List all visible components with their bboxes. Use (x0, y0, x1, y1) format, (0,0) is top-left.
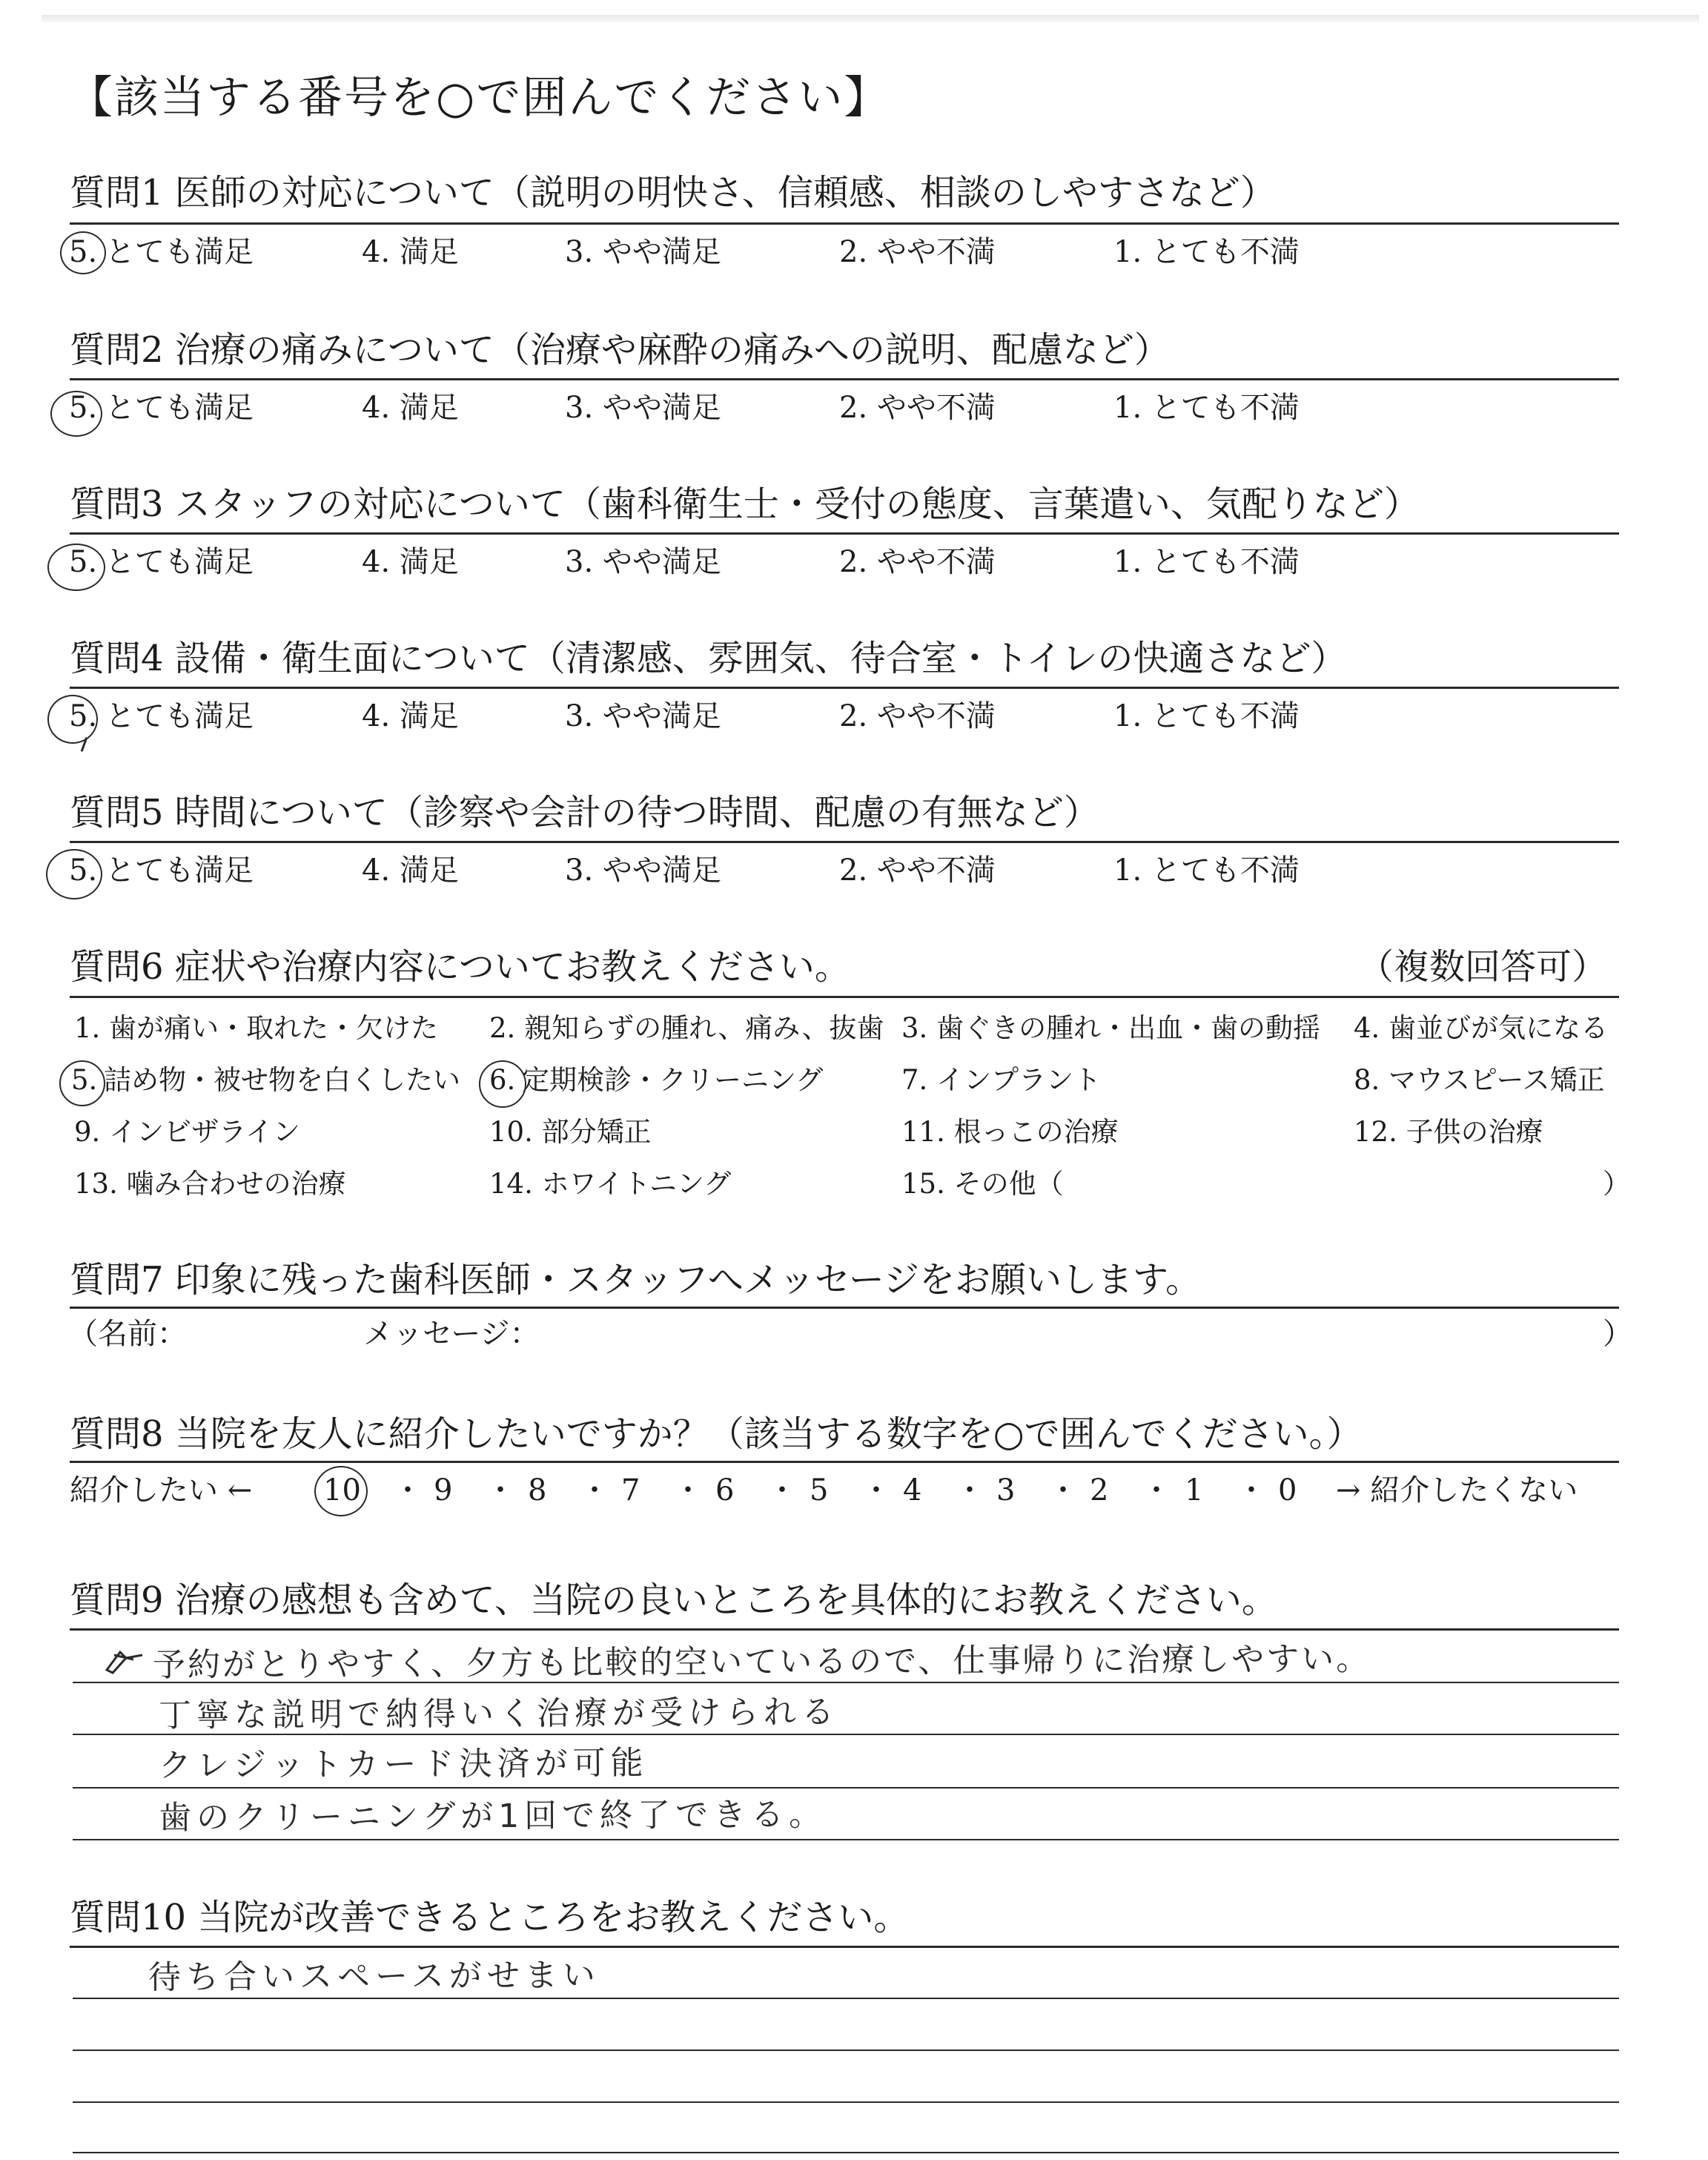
praise-answer: 丁寧な説明で納得いく治療が受けられる (158, 1693, 840, 1735)
scale-1[interactable]: 1 (1185, 1473, 1204, 1507)
scale-dot: ・ (767, 1473, 797, 1507)
question-2-rule (70, 378, 1619, 380)
question-7-rule (70, 1307, 1619, 1309)
question-5-title: 質問5 時間について（診察や会計の待つ時間、配慮の有無など） (70, 792, 1099, 833)
choice-3[interactable]: 3. やや満足 (565, 699, 721, 733)
question-10-rule (70, 1946, 1619, 1948)
choice-3[interactable]: 3. やや満足 (565, 545, 721, 579)
choice-1[interactable]: 1. とても不満 (1113, 853, 1300, 888)
symptom-option[interactable]: 10. 部分矯正 (489, 1116, 652, 1148)
question-10-title: 質問10 当院が改善できるところをお教えください。 (70, 1897, 910, 1938)
answer-line (73, 2152, 1619, 2153)
scale-9[interactable]: 9 (434, 1473, 453, 1507)
scale-3[interactable]: 3 (996, 1473, 1016, 1507)
name-label: （名前： (68, 1317, 187, 1351)
choice-4[interactable]: 4. 満足 (362, 235, 459, 269)
question-5-rule (70, 841, 1619, 843)
choice-5-label[interactable]: とても満足 (105, 391, 254, 425)
choice-1[interactable]: 1. とても不満 (1113, 699, 1300, 733)
scale-dot: ・ (1237, 1473, 1266, 1507)
choice-3[interactable]: 3. やや満足 (565, 853, 721, 888)
choice-1[interactable]: 1. とても不満 (1113, 235, 1300, 269)
scale-dot: ・ (393, 1473, 423, 1507)
praise-answer: 予約がとりやすく、夕方も比較的空いているので、仕事帰りに治療しやすい。 (152, 1639, 1371, 1685)
symptom-option[interactable]: 4. 歯並びが気になる (1354, 1012, 1609, 1044)
symptom-option[interactable]: 14. ホワイトニング (489, 1168, 732, 1200)
symptom-option[interactable]: 13. 噛み合わせの治療 (74, 1168, 346, 1200)
scale-dot: ・ (486, 1473, 515, 1507)
other-close-paren: ） (1603, 1168, 1630, 1200)
scale-dot: ・ (580, 1473, 609, 1507)
scale-8[interactable]: 8 (528, 1473, 547, 1507)
recommend-left-label: 紹介したい ← (70, 1473, 253, 1507)
choice-2[interactable]: 2. やや不満 (839, 391, 996, 425)
answer-line (73, 2050, 1619, 2051)
choice-5-label[interactable]: とても満足 (105, 545, 254, 579)
choice-5-number[interactable]: 5. (69, 235, 98, 269)
question-6-title: 質問6 症状や治療内容についてお教えください。 (70, 946, 850, 988)
question-8-title: 質問8 当院を友人に紹介したいですか？（該当する数字を○で囲んでください。） (70, 1413, 1363, 1455)
scale-dot: ・ (673, 1473, 703, 1507)
message-close-paren: ） (1603, 1317, 1632, 1351)
question-6-rule (70, 996, 1619, 998)
choice-3[interactable]: 3. やや満足 (565, 235, 721, 269)
praise-answer: クレジットカード決済が可能 (158, 1744, 649, 1785)
question-9-title: 質問9 治療の感想も含めて、当院の良いところを具体的にお教えください。 (70, 1579, 1277, 1621)
improvement-answer: 待ち合いスペースがせまい (148, 1956, 600, 1997)
choice-5-label[interactable]: とても満足 (105, 853, 254, 888)
question-4-rule (70, 687, 1619, 689)
symptom-option[interactable]: 11. 根っこの治療 (901, 1116, 1119, 1148)
symptom-option[interactable]: 3. 歯ぐきの腫れ・出血・歯の動揺 (901, 1012, 1321, 1044)
choice-4[interactable]: 4. 満足 (362, 391, 459, 425)
symptom-option[interactable]: 詰め物・被せ物を白くしたい (104, 1064, 460, 1096)
scale-dot: ・ (955, 1473, 984, 1507)
question-2-title: 質問2 治療の痛みについて（治療や麻酔の痛みへの説明、配慮など） (70, 329, 1170, 371)
choice-5-label[interactable]: とても満足 (105, 235, 254, 269)
answer-line (73, 2101, 1619, 2103)
symptom-option[interactable]: 12. 子供の治療 (1354, 1116, 1543, 1148)
scale-5[interactable]: 5 (810, 1473, 829, 1507)
scale-2[interactable]: 2 (1090, 1473, 1109, 1507)
question-3-rule (70, 532, 1619, 535)
question-4-title: 質問4 設備・衛生面について（清潔感、雰囲気、待合室・トイレの快適さなど） (70, 638, 1347, 679)
symptom-option[interactable]: 7. インプラント (901, 1064, 1102, 1096)
question-9-rule (70, 1628, 1619, 1631)
recommend-right-label: → 紹介したくない (1336, 1473, 1578, 1507)
symptom-option[interactable]: 8. マウスピース矯正 (1354, 1064, 1605, 1096)
answer-line (73, 1839, 1619, 1840)
choice-1[interactable]: 1. とても不満 (1113, 391, 1300, 425)
question-7-title: 質問7 印象に残った歯科医師・スタッフへメッセージをお願いします。 (70, 1259, 1202, 1301)
choice-4[interactable]: 4. 満足 (362, 699, 459, 733)
scale-6[interactable]: 6 (715, 1473, 735, 1507)
answer-line (73, 1787, 1619, 1789)
scale-dot: ・ (1142, 1473, 1171, 1507)
choice-4[interactable]: 4. 満足 (362, 853, 459, 888)
symptom-option[interactable]: 1. 歯が痛い・取れた・欠けた (74, 1012, 439, 1044)
choice-2[interactable]: 2. やや不満 (839, 699, 996, 733)
scale-4[interactable]: 4 (903, 1473, 922, 1507)
question-1-rule (70, 222, 1619, 225)
praise-answer: 歯のクリーニングが1回で終了できる。 (158, 1795, 827, 1837)
scale-dot: ・ (861, 1473, 891, 1507)
choice-3[interactable]: 3. やや満足 (565, 391, 721, 425)
symptom-option-number[interactable]: 6. (489, 1064, 516, 1096)
choice-1[interactable]: 1. とても不満 (1113, 545, 1300, 579)
choice-2[interactable]: 2. やや不満 (839, 235, 996, 269)
symptom-option[interactable]: 9. インビザライン (74, 1116, 300, 1148)
choice-2[interactable]: 2. やや不満 (839, 545, 996, 579)
page-title: 【該当する番号を○で囲んでください】 (68, 72, 890, 124)
symptom-option-number[interactable]: 5. (71, 1064, 98, 1096)
pencil-scribble-icon (104, 1648, 145, 1674)
symptom-option[interactable]: 定期検診・クリーニング (522, 1064, 824, 1096)
scale-10[interactable]: 10 (323, 1473, 361, 1507)
question-8-rule (70, 1461, 1619, 1463)
choice-4[interactable]: 4. 満足 (362, 545, 459, 579)
choice-5-number[interactable]: 5. (69, 853, 98, 888)
symptom-option-other[interactable]: 15. その他（ (901, 1168, 1064, 1200)
scale-dot: ・ (1048, 1473, 1078, 1507)
scale-0[interactable]: 0 (1278, 1473, 1297, 1507)
question-1-title: 質問1 医師の対応について（説明の明快さ、信頼感、相談のしやすさなど） (70, 172, 1276, 214)
choice-5-label[interactable]: とても満足 (105, 699, 254, 733)
question-3-title: 質問3 スタッフの対応について（歯科衛生士・受付の態度、言葉遣い、気配りなど） (70, 483, 1420, 525)
choice-2[interactable]: 2. やや不満 (839, 853, 996, 888)
symptom-option[interactable]: 2. 親知らずの腫れ、痛み、抜歯 (489, 1012, 884, 1044)
choice-5-number[interactable]: 5. (69, 391, 98, 425)
scale-7[interactable]: 7 (621, 1473, 640, 1507)
scan-edge (42, 15, 1699, 22)
question-6-note: （複数回答可） (1358, 946, 1608, 988)
choice-5-number[interactable]: 5. (69, 545, 98, 579)
message-label[interactable]: メッセージ： (363, 1317, 540, 1351)
choice-5-number[interactable]: 5. (69, 699, 98, 733)
